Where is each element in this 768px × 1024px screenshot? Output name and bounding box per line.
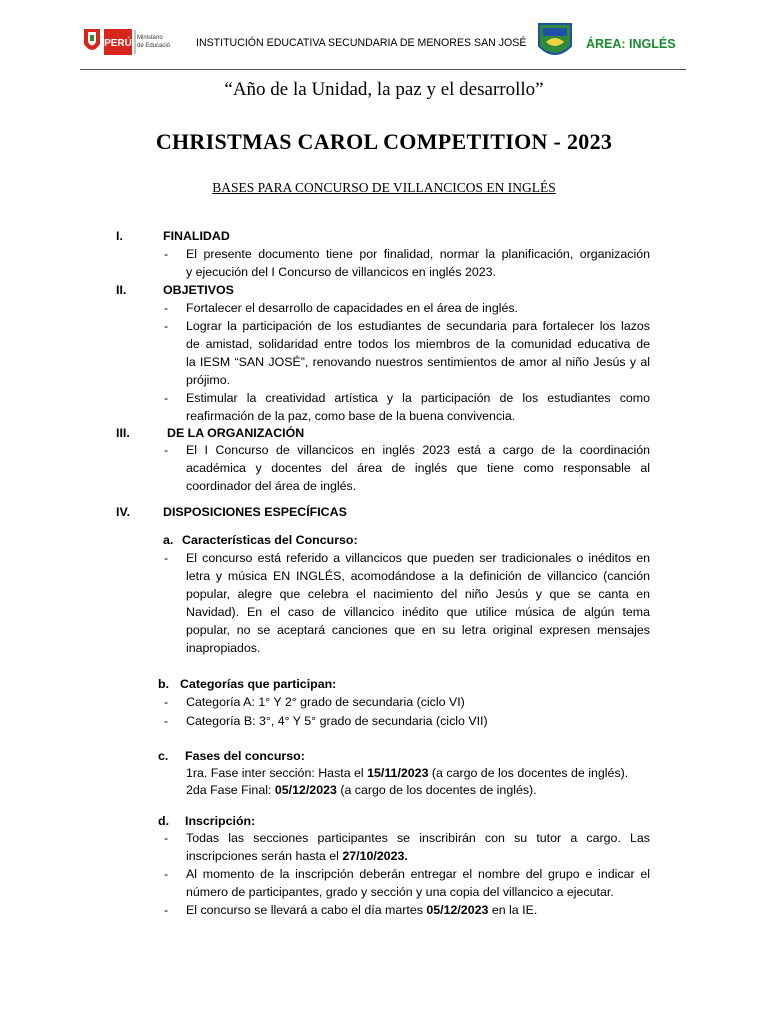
objetivo-item: reafirmación de la paz, como base de la buena convivencia. bbox=[186, 409, 516, 423]
subsection-heading-categorias: Categorías que participan: bbox=[180, 677, 337, 691]
section-number: I. bbox=[116, 229, 123, 243]
year-motto: “Año de la Unidad, la paz y el desarrollo” bbox=[224, 79, 544, 100]
caracteristicas-line: letra y música EN INGLÉS, acomodándose a la definición de villancico (canción bbox=[186, 569, 650, 583]
bullet-dash: - bbox=[164, 831, 169, 845]
categoria-item: Categoría A: 1° Y 2° grado de secundaria (ciclo VI) bbox=[186, 695, 465, 709]
caracteristicas-line: Navidad). En el caso de villancico inédito que utilice música de algún tema bbox=[186, 605, 650, 619]
inscripcion-line: El concurso se llevará a cabo el día martes 05/12/2023 en la IE. bbox=[186, 903, 538, 917]
fase-date: 15/11/2023 bbox=[367, 766, 429, 780]
bullet-dash: - bbox=[164, 319, 169, 333]
svg-text:de Educación: de Educación bbox=[137, 43, 170, 49]
subsection-letter: d. bbox=[158, 814, 170, 828]
fase-item: 1ra. Fase inter sección: Hasta el 15/11/2023 (a cargo de los docentes de inglés). bbox=[186, 766, 629, 780]
bullet-dash: - bbox=[164, 695, 169, 709]
finalidad-line: y ejecución del I Concurso de villancicos en inglés 2023. bbox=[186, 265, 496, 279]
inscripcion-date: 27/10/2023. bbox=[342, 849, 408, 863]
objetivo-item: Fortalecer el desarrollo de capacidades en el área de inglés. bbox=[186, 301, 518, 315]
subsection-letter: b. bbox=[158, 677, 170, 691]
fase-date: 05/12/2023 bbox=[274, 783, 337, 797]
header-divider bbox=[80, 69, 686, 70]
subsection-letter: c. bbox=[158, 749, 169, 763]
bullet-dash: - bbox=[164, 391, 169, 405]
objetivo-item: Estimular la creatividad artística y la participación de los estudiantes como bbox=[186, 391, 650, 405]
subsection-heading-fases: Fases del concurso: bbox=[185, 749, 305, 763]
bullet-dash: - bbox=[164, 443, 169, 457]
organizacion-line: académica y docentes del área de inglés que tiene como responsable al bbox=[186, 461, 650, 475]
section-heading-disposiciones: DISPOSICIONES ESPECÍFICAS bbox=[163, 505, 347, 519]
objetivo-item: Lograr la participación de los estudiantes de secundaria para fortalecer los lazos bbox=[186, 319, 650, 333]
inscripcion-line: Todas las secciones participantes se inscribirán con su tutor a cargo. Las bbox=[186, 831, 650, 845]
organizacion-line: El I Concurso de villancicos en inglés 2023 está a cargo de la coordinación bbox=[186, 443, 650, 457]
section-number: II. bbox=[116, 283, 127, 297]
document-title: CHRISTMAS CAROL COMPETITION - 2023 bbox=[155, 129, 613, 154]
caracteristicas-line: inapropiados. bbox=[186, 641, 261, 655]
caracteristicas-line: popular, alegre que celebra el nacimiento del niño Jesús y que se canta en bbox=[186, 587, 650, 601]
bullet-dash: - bbox=[164, 247, 169, 261]
subsection-heading-caracteristicas: Características del Concurso: bbox=[182, 533, 358, 547]
section-number: IV. bbox=[116, 505, 131, 519]
bullet-dash: - bbox=[164, 551, 169, 565]
objetivo-item: prójimo. bbox=[186, 373, 231, 387]
bullet-dash: - bbox=[164, 714, 169, 728]
inscripcion-line: número de participantes, grado y sección y una copia del villancico a ejecutar. bbox=[186, 885, 614, 899]
bullet-dash: - bbox=[164, 867, 169, 881]
categoria-item: Categoría B: 3°, 4° Y 5° grado de secundaria (ciclo VII) bbox=[186, 714, 488, 728]
peru-logo-text: PERÚ bbox=[104, 38, 132, 49]
section-heading-finalidad: FINALIDAD bbox=[163, 229, 230, 243]
finalidad-line: El presente documento tiene por finalidad, normar la planificación, organización bbox=[186, 247, 650, 261]
document-subtitle: BASES PARA CONCURSO DE VILLANCICOS EN INGLÉS bbox=[212, 180, 556, 195]
institution-name: INSTITUCIÓN EDUCATIVA SECUNDARIA DE MENORES SAN JOSÉ bbox=[196, 37, 527, 49]
section-heading-organizacion: DE LA ORGANIZACIÓN bbox=[167, 426, 305, 440]
section-number: III. bbox=[116, 426, 130, 440]
organizacion-line: coordinador del área de inglés. bbox=[186, 479, 357, 493]
inscripcion-line: Al momento de la inscripción deberán entregar el nombre del grupo e indicar el bbox=[186, 867, 650, 881]
fase-item: 2da Fase Final: 05/12/2023 (a cargo de los docentes de inglés). bbox=[186, 783, 537, 797]
school-crest-logo bbox=[537, 22, 573, 62]
svg-text:Ministerio: Ministerio bbox=[137, 35, 163, 41]
concurso-date: 05/12/2023 bbox=[426, 903, 489, 917]
bullet-dash: - bbox=[164, 903, 169, 917]
objetivo-item: de amistad, solidaridad entre todos los miembros de la comunidad educativa de bbox=[186, 337, 650, 351]
caracteristicas-line: popular, no se aceptará canciones que en su letra original expresen mensajes bbox=[186, 623, 650, 637]
peru-shield-icon bbox=[84, 29, 100, 50]
inscripcion-line: inscripciones serán hasta el 27/10/2023. bbox=[186, 849, 408, 863]
subsection-letter: a. bbox=[163, 533, 174, 547]
ministry-of-education-logo bbox=[80, 26, 170, 60]
section-heading-objetivos: OBJETIVOS bbox=[163, 283, 234, 297]
caracteristicas-line: El concurso está referido a villancicos que pueden ser tradicionales o inéditos en bbox=[186, 551, 650, 565]
objetivo-item: la IESM “SAN JOSÉ”, renovando nuestros sentimientos de amor al niño Jesús y al bbox=[186, 355, 650, 369]
area-label: ÁREA: INGLÉS bbox=[586, 37, 676, 51]
subsection-heading-inscripcion: Inscripción: bbox=[185, 814, 256, 828]
bullet-dash: - bbox=[164, 301, 169, 315]
